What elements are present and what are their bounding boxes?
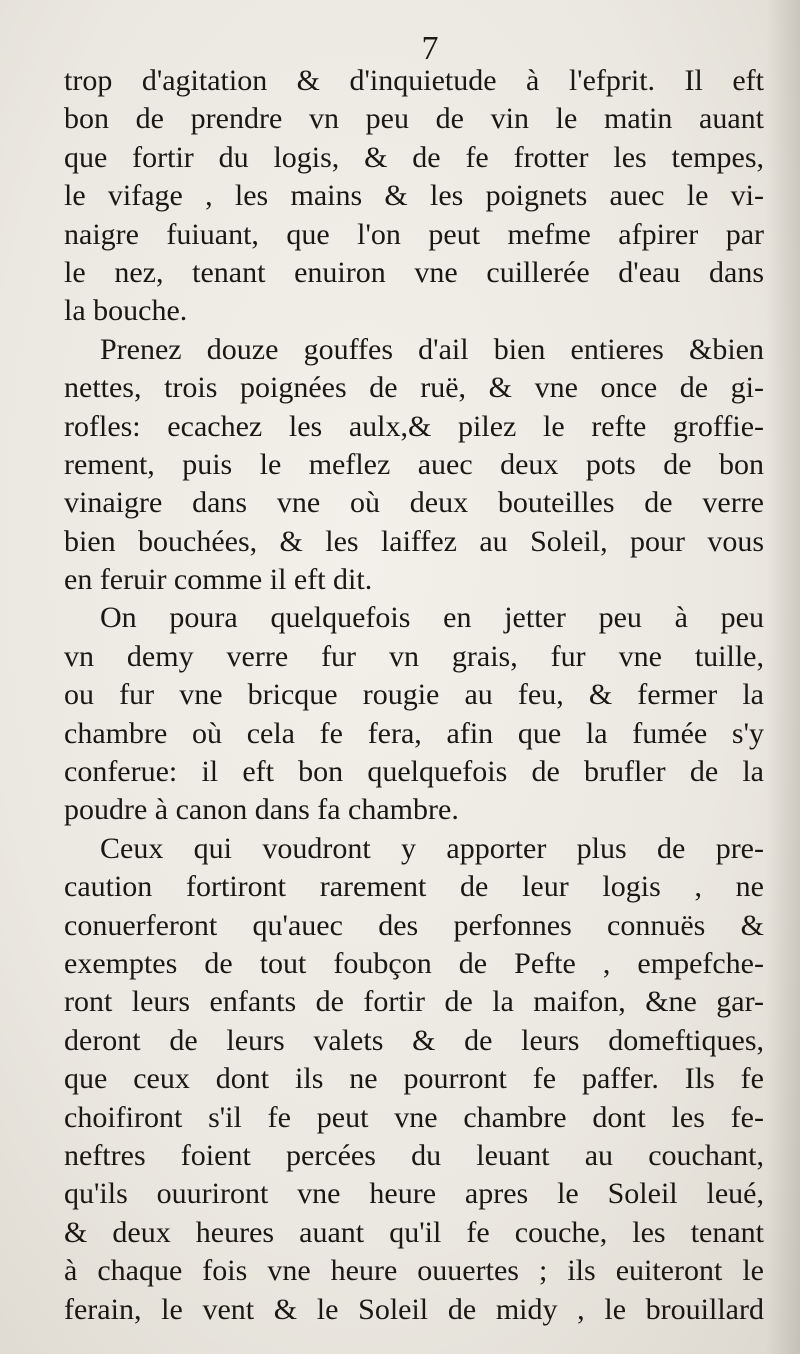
paragraph-2 [64, 331, 764, 600]
text-line: à chaque fois vne heure ouuertes ; ils euiteront le [64, 1254, 764, 1288]
text-line: Prenez douze gouffes d'ail bien entieres &bien [100, 332, 764, 366]
text-line: qu'ils ouuriront vne heure apres le Soleil leué, [64, 1177, 764, 1211]
text-line: conuerferont qu'auec des perfonnes connuës & [64, 908, 764, 942]
text-line: rement, puis le meflez auec deux pots de bon [64, 447, 764, 481]
text-line: neftres foient percées du leuant au couchant, [64, 1138, 764, 1172]
text-line: que ceux dont ils ne pourront fe paffer. Ils fe [64, 1062, 764, 1096]
paragraph-4 [64, 830, 764, 1329]
text-line: bon de prendre vn peu de vin le matin auant [64, 102, 764, 136]
text-line: chambre où cela fe fera, afin que la fumée s'y [64, 716, 764, 750]
text-line: ront leurs enfants de fortir de la maifon, &ne gar- [64, 985, 764, 1019]
paragraph-3 [64, 599, 764, 829]
text-line: choifiront s'il fe peut vne chambre dont les fe- [64, 1100, 764, 1134]
text-line: la bouche. [64, 294, 188, 328]
text-line: rofles: ecachez les aulx,& pilez le refte groffie- [64, 409, 764, 443]
text-line: caution fortiront rarement de leur logis , ne [64, 870, 764, 904]
text-line: ferain, le vent & le Soleil de midy , le brouillard [64, 1292, 764, 1326]
text-line: en feruir comme il eft dit. [64, 563, 373, 597]
text-line: On poura quelquefois en jetter peu à peu [100, 601, 764, 635]
text-line: le nez, tenant enuiron vne cuillerée d'eau dans [64, 255, 764, 289]
body-text [64, 62, 764, 1329]
text-line: bien bouchées, & les laiffez au Soleil, pour vous [64, 524, 764, 558]
text-line: Ceux qui voudront y apporter plus de pre- [100, 831, 764, 865]
text-line: deront de leurs valets & de leurs domeftiques, [64, 1023, 764, 1057]
text-line: & deux heures auant qu'il fe couche, les tenant [64, 1215, 764, 1249]
text-line: vinaigre dans vne où deux bouteilles de verre [64, 486, 764, 520]
text-line: naigre fuiuant, que l'on peut mefme afpirer par [64, 217, 764, 251]
text-line: ou fur vne bricque rougie au feu, & fermer la [64, 678, 764, 712]
text-line: conferue: il eft bon quelquefois de brufler de la [64, 755, 764, 789]
text-line: le vifage , les mains & les poignets auec le vi- [64, 179, 764, 213]
text-line: exemptes de tout foubçon de Pefte , empefche- [64, 946, 764, 980]
text-line: que fortir du logis, & de fe frotter les tempes, [64, 140, 764, 174]
text-line: poudre à canon dans fa chambre. [64, 793, 459, 827]
text-line: vn demy verre fur vn grais, fur vne tuille, [64, 639, 764, 673]
text-line: trop d'agitation & d'inquietude à l'efprit. Il eft [64, 64, 764, 97]
text-line: nettes, trois poignées de ruë, & vne once de gi- [64, 371, 764, 405]
paragraph-1 [64, 62, 764, 331]
page-number: 7 [421, 30, 439, 67]
